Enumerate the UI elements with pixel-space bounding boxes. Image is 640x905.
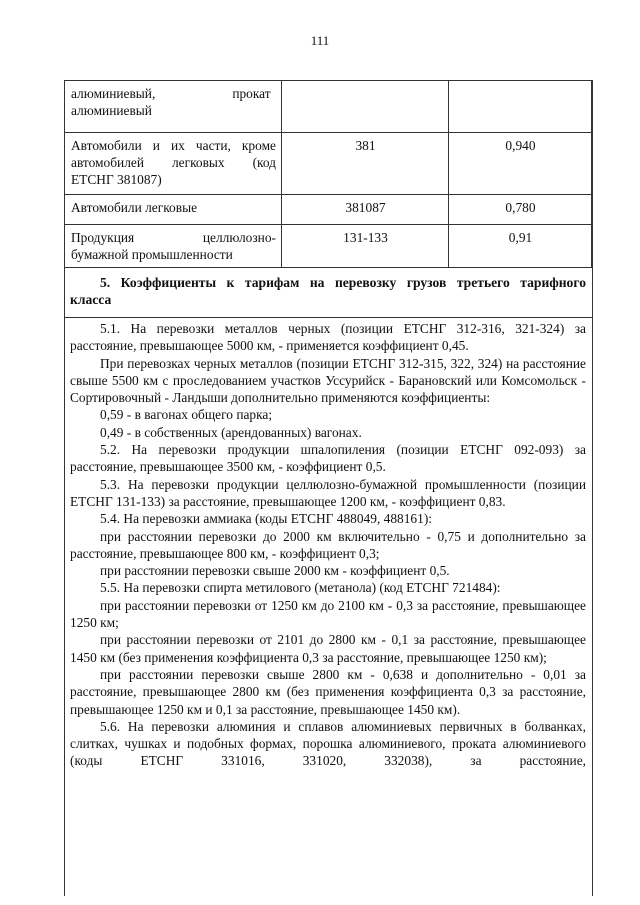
paragraph: 0,59 - в вагонах общего парка; [100,407,273,423]
table-row [65,225,592,268]
paragraph: 5.5. На перевозки спирта метилового (метанола) (код ЕТСНГ 721484): [100,580,501,596]
table-row [65,133,592,195]
paragraph: при расстоянии перевозки от 1250 км до 2100 км - 0,3 за расстояние, превышающее 1250 км; [70,597,586,631]
page-number: 111 [310,33,330,48]
cargo-name-line: ЕТСНГ 381087) [71,172,162,187]
paragraph: 5.3. На перевозки продукции целлюлозно-бумажной промышленности (позиции ЕТСНГ 131-133) за расстояние, превышающее 1200 км, - коэффициент 0,83. [70,476,586,509]
section-title-line: 5. Коэффициенты к тарифам на перевозку грузов третьего тарифного [100,275,586,290]
table-row [65,81,592,133]
section-title [64,268,592,318]
paragraph: 5.1. На перевозки металлов черных (позиции ЕТСНГ 312-316, 321-324) за расстояние, превышающее 5000 км, - применяется коэффициент 0,45. [70,321,586,354]
coefficient-cell: 0,91 [449,225,592,268]
paragraph: при расстоянии перевозки свыше 2000 км - коэффициент 0,5. [100,563,450,579]
paragraph: 5.6. На перевозки алюминия и сплавов алюминиевых первичных в болванках, слитках, чушках и подобных формах, порошка алюминиевого, проката алюминиевого (коды ЕТСНГ 331016, 331020, 332038), за расстояние, [70,718,586,769]
coefficient-cell: 0,780 [449,195,592,225]
cargo-name-line: Автомобили и их части, кроме [71,138,276,153]
cargo-name-line: автомобилей легковых (код [71,155,276,170]
tariff-coefficients-table [64,80,592,268]
paragraph: при расстоянии перевозки до 2000 км включительно - 0,75 и дополнительно за расстояние, превышающее 800 км, - коэффициент 0,3; [70,528,586,561]
cargo-name-cell [65,81,282,133]
paragraph: 5.2. На перевозки продукции шпалопиления (позиции ЕТСНГ 092-093) за расстояние, превышающее 3500 км, - коэффициент 0,5. [70,442,586,475]
cargo-name-cell [65,195,282,225]
etsng-code-cell: 131-133 [282,225,449,268]
coefficient-cell [449,81,592,133]
cargo-name-line: Продукция целлюлозно- [71,230,276,245]
section-body [70,320,586,770]
etsng-code-cell: 381 [282,133,449,195]
cargo-name-line: алюминиевый [71,103,152,118]
cargo-name-line: Автомобили легковые [71,200,198,215]
paragraph: при расстоянии перевозки свыше 2800 км - 0,638 и дополнительно - 0,01 за расстояние, превышающее 2800 км (без применения коэффициента 0,3 за расстояние, превышающее 1250 км и 0,1 за расстояние, превышающее 1450 км). [70,666,586,717]
cargo-name-line: бумажной промышленности [71,247,233,262]
cargo-name-cell [65,133,282,195]
coefficient-cell: 0,940 [449,133,592,195]
paragraph: 0,49 - в собственных (арендованных) вагонах. [100,424,362,440]
paragraph: При перевозках черных металлов (позиции ЕТСНГ 312-315, 322, 324) на расстояние свыше 5500 км с проследованием участков Уссурийск - Барановский или Комсомольск - Сортировочный - Ландыши дополнительно применяются коэффициенты: [70,355,586,406]
paragraph: 5.4. На перевозки аммиака (коды ЕТСНГ 488049, 488161): [100,511,432,527]
paragraph: при расстоянии перевозки от 2101 до 2800 км - 0,1 за расстояние, превышающее 1450 км (без применения коэффициента 0,3 за расстояние, превышающее 1250 км); [70,632,586,665]
table-row [65,195,592,225]
etsng-code-cell: 381087 [282,195,449,225]
section-title-line: класса [70,292,112,307]
cargo-name-cell [65,225,282,268]
etsng-code-cell [282,81,449,133]
cargo-name-line: алюминиевый, прокат [71,86,271,101]
